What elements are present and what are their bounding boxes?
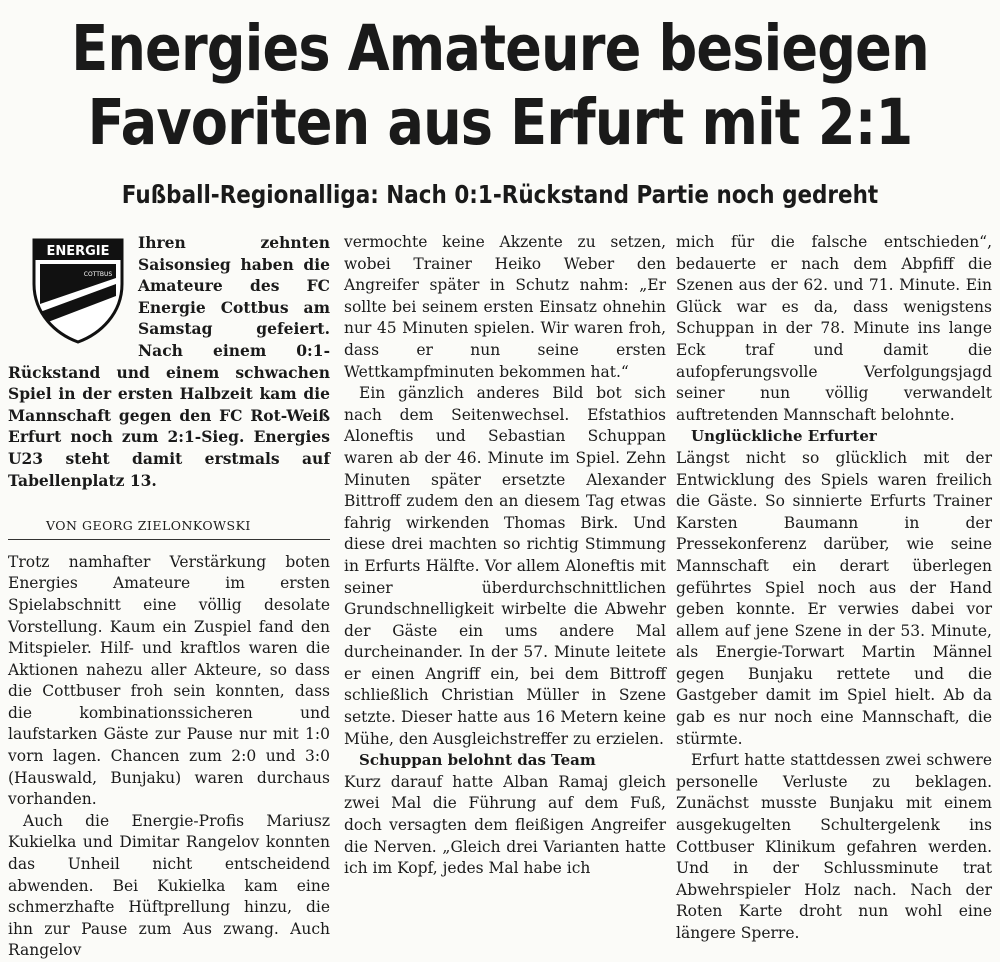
headline-line-2: Favoriten aus Erfurt mit 2:1 [87,86,913,159]
col1-body [8,552,330,962]
headline-line-1: Energies Amateure besiegen [71,12,929,85]
logo-city: COTTBUS [83,271,113,278]
paragraph: Ein gänzlich anderes Bild bot sich nach dem Seitenwechsel. Efstathios Aloneftis und Sebastian Schuppan waren ab der 46. Minute im Spiel. Zehn Minuten später ersetzte Alexander Bittroff zudem den an diesem Tag etwas fahrig wirkenden Thomas Birk. Und diese drei machten so richtig Stimmung in Erfurts Hälfte. Vor allem Aloneftis mit seiner überdurchschnittlichen Grundschnelligkeit wirbelte die Abwehr der Gäste ein ums andere Mal durcheinander. In der 57. Minute leitete er einen Angriff ein, bei dem Bittroff schließlich Christian Müller in Szene setzte. Dieser hatte aus 16 Metern keine Mühe, den Ausgleichstreffer zu erzielen. [344,384,666,748]
column-2 [344,232,666,887]
section-heading: Schuppan belohnt das Team [359,751,596,770]
section-heading: Unglückliche Erfurter [691,427,877,446]
headline [70,12,930,160]
paragraph: Erfurt hatte stattdessen zwei schwere personelle Verluste zu beklagen. Zunächst musste Bunjaku mit einem ausgekugelten Schultergelenk ins Cottbuser Klinikum gefahren werden. Und in der Schlussminute trat Abwehrspieler Holz nach. Nach der Roten Karte droht nun wohl eine längere Sperre. [676,751,992,942]
paragraph: Kurz darauf hatte Alban Ramaj gleich zwei Mal die Führung auf dem Fuß, doch versagten dem fleißigen Angreifer die Nerven. „Gleich drei Varianten hatte ich im Kopf, jedes Mal habe ich [344,772,666,878]
paragraph: Auch die Energie-Profis Mariusz Kukielka und Dimitar Rangelov konnten das Unheil nicht entscheidend abwenden. Bei Kukielka kam eine schmerzhafte Hüftprellung hinzu, die ihn zur Pause zum Aus zwang. Auch Rangelov [8,811,330,960]
lead-paragraph: Ihren zehnten Saisonsieg haben die Amateure des FC Energie Cottbus am Samstag gefeiert. Nach einem 0:1-Rückstand und einem schwachen Spiel in der ersten Halbzeit kam die Mannschaft gegen den FC Rot-Weiß Erfurt noch zum 2:1-Sieg. Energies U23 steht damit erstmals auf Tabellenplatz 13. [8,233,330,490]
column-1 [8,232,330,960]
subheadline: Fußball-Regionalliga: Nach 0:1-Rückstand Partie noch gedreht [121,180,879,209]
byline: VON GEORG ZIELONKOWSKI [8,515,330,540]
paragraph: Trotz namhafter Verstärkung boten Energies Amateure im ersten Spielabschnitt eine völlig desolate Vorstellung. Kaum ein Zuspiel fand den Mitspieler. Hilf- und kraftlos waren die Aktionen nahezu aller Akteure, so dass die Cottbuser froh sein konnten, dass die kombinationssicheren und laufstarken Gäste zur Pause nur mit 1:0 vorn lagen. Chancen zum 2:0 und 3:0 (Hauswald, Bunjaku) waren durchaus vorhanden. [8,552,330,809]
paragraph: mich für die falsche entschieden“, bedauerte er nach dem Abpfiff die Szenen aus der 62. und 71. Minute. Ein Glück war es da, dass wenigstens Schuppan in der 78. Minute ins lange Eck traf und damit die aufopferungsvolle Verfolgungsjagd seiner nun völlig verwandelt auftretenden Mannschaft belohnte. [676,233,992,424]
energie-cottbus-logo-icon [28,234,128,346]
column-3 [676,232,992,942]
paragraph: Längst nicht so glücklich mit der Entwicklung des Spiels waren freilich die Gäste. So sinnierte Erfurts Trainer Karsten Baumann in der Pressekonferenz darüber, wie seine Mannschaft ein derart überlegen geführtes Spiel noch aus der Hand geben konnte. Er verwies dabei vor allem auf jene Szene in der 53. Minute, als Energie-Torwart Martin Männel gegen Bunjaku rettete und die Gastgeber damit im Spiel hielt. Ab da gab es nur noch eine Mannschaft, die stürmte. [676,448,992,748]
logo-name: ENERGIE [46,244,110,259]
paragraph: vermochte keine Akzente zu setzen, wobei Trainer Heiko Weber den Angreifer später in Schutz nahm: „Er sollte bei seinem ersten Einsatz ohnehin nur 45 Minuten spielen. Wir waren froh, dass er nun seine ersten Wettkampfminuten bekommen hat.“ [344,233,666,381]
